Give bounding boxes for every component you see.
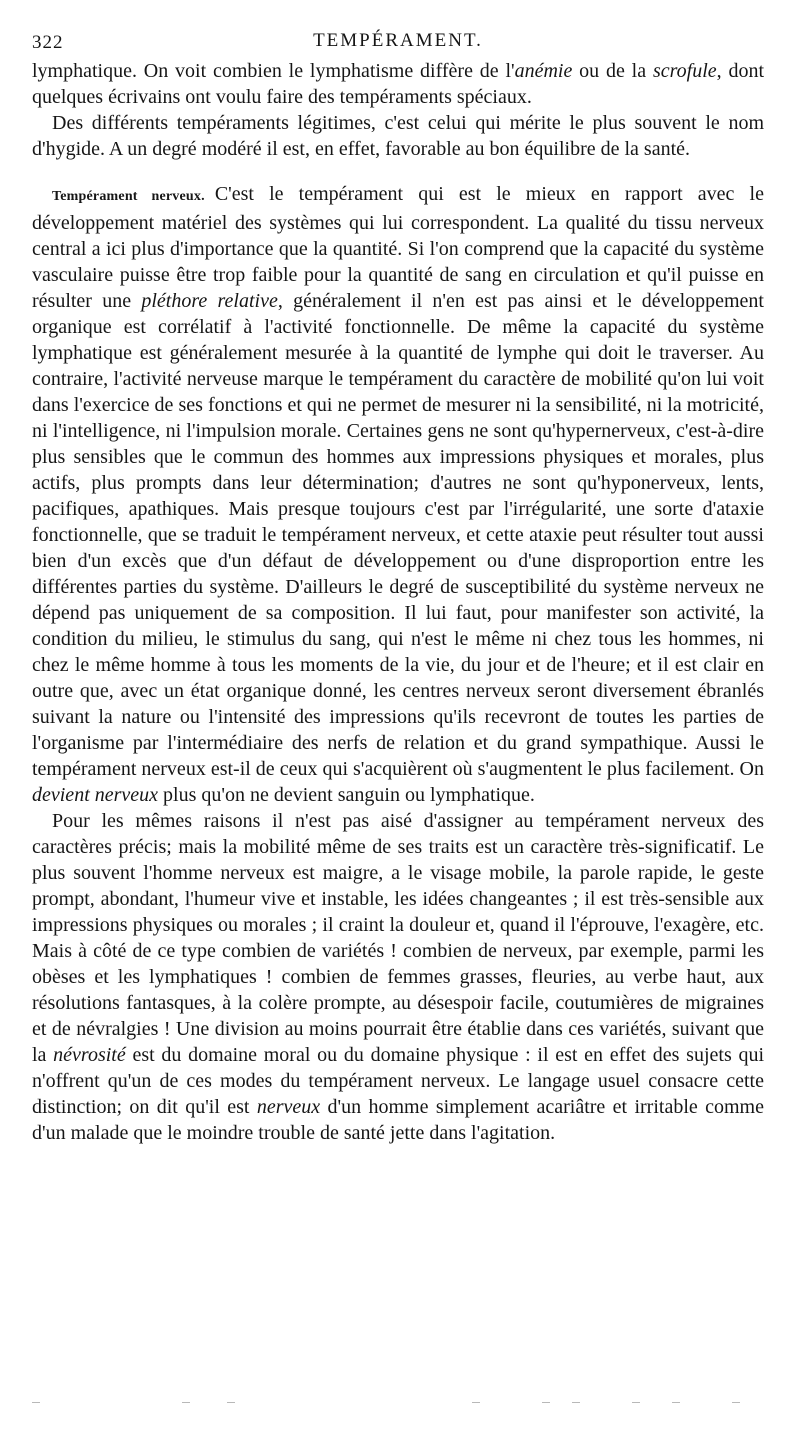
- paragraph-lymphatic-end: [32, 58, 764, 110]
- italic-term-nerveux: nerveux: [256, 1096, 321, 1118]
- text-run: lymphatique. On voit combien le lymphatisme diffère de l': [32, 60, 515, 82]
- paragraph-nervous-characteristics: [32, 808, 764, 1146]
- text-run: , dont quelques écrivains ont voulu faire des tempéraments spéciaux.: [32, 60, 765, 108]
- book-page: [32, 22, 764, 1146]
- text-run: est du domaine moral ou du domaine physique : il est en effet des sujets qui n'offrent qu'un de ces modes du tempérament nerveux. Le langage usuel consacre cette distinction; on dit qu'il est: [32, 1044, 765, 1118]
- print-specks: [32, 1400, 764, 1408]
- italic-term-anemie: anémie: [514, 60, 573, 82]
- italic-term-devient-nerveux: devient nerveux: [32, 784, 159, 806]
- text-run: ou de la: [572, 60, 653, 82]
- text-run: plus qu'on ne devient sanguin ou lymphatique.: [158, 784, 535, 806]
- running-title: TEMPÉRAMENT.: [313, 30, 483, 51]
- italic-term-scrofule: scrofule: [652, 60, 717, 82]
- paragraph-legitimate-temperaments: Des différents tempéraments légitimes, c'est celui qui mérite le plus souvent le nom d'hygide. A un degré modéré il est, en effet, favorable au bon équilibre de la santé.: [32, 112, 764, 160]
- running-head: [32, 22, 764, 58]
- text-run: Pour les mêmes raisons il n'est pas aisé d'assigner au tempérament nerveux des caractères précis; mais la mobilité même de ses traits est un caractère très-significatif. Le plus souvent l'homme nerveux est maigre, a le visage mobile, la parole rapide, le geste prompt, abondant, l'humeur vive et instable, les idées changeantes ; il est très-sensible aux impressions physiques ou morales ; il craint la douleur et, quand il l'éprouve, l'exagère, etc. Mais à côté de ce type combien de variétés ! combien de nerveux, par exemple, parmi les obèses et les lymphatiques ! combien de femmes grasses, fleuries, au verbe haut, aux résolutions fantasques, à la colère prompte, au désespoir facile, coutumières de migraines et de névralgies ! Une division au moins pourrait être établie dans ces variétés, suivant que la: [32, 810, 764, 1066]
- text-run: d'un homme simplement acariâtre et irritable comme d'un malade que le moindre trouble de santé jette dans l'agitation.: [32, 1096, 764, 1144]
- italic-term-nevrosite: névrosité: [53, 1044, 126, 1066]
- paragraph-nervous-temperament: [32, 181, 764, 808]
- section-heading: Tempérament nerveux.: [52, 189, 205, 204]
- text-run: C'est le tempérament qui est le mieux en rapport avec le développement matériel des systèmes qui lui correspondent. La qualité du tissu nerveux central a ici plus d'importance que la quantité. Si l'on comprend que la capacité du système vasculaire puisse être trop faible pour la quantité de sang en circulation et qu'il puisse en résulter une: [32, 183, 764, 312]
- text-run: , généralement il n'en est pas ainsi et le développement organique est corrélatif à l'activité fonctionnelle. De même la capacité du système lymphatique est généralement mesurée à la quantité de lymphe qui doit le traverser. Au contraire, l'activité nerveuse marque le tempérament du caractère de mobilité qu'on lui voit dans l'exercice de ses fonctions et qui ne permet de mesurer ni la sensibilité, ni la motricité, ni l'intelligence, ni l'impulsion morale. Certaines gens ne sont qu'hypernerveux, c'est-à-dire plus sensibles que le commun des hommes aux impressions physiques et morales, plus actifs, plus prompts dans leur détermination; d'autres ne sont qu'hyponerveux, lents, pacifiques, apathiques. Mais presque toujours c'est par l'irrégularité, une sorte d'ataxie fonctionnelle, que se traduit le tempérament nerveux, et cette ataxie peut résulter tout aussi bien d'un excès que d'un défaut de développement ou d'une disproportion entre les différentes parties du système. D'ailleurs le degré de susceptibilité du système nerveux ne dépend pas uniquement de sa composition. Il lui faut, pour manifester son activité, la condition du milieu, le stimulus du sang, qui n'est le même ni chez tous les hommes, ni chez le même homme à tous les moments de la vie, du jour et de l'heure; et il est clair en outre que, avec un état organique donné, les centres nerveux seront diversement ébranlés suivant la nature ou l'intensité des impressions qu'ils recevront de toutes les parties de l'organisme par l'intermédiaire des nerfs de relation et du grand sympathique. Aussi le tempérament nerveux est-il de ceux qui s'acquièrent où s'augmentent le plus facilement. On: [32, 290, 764, 780]
- italic-term-plethore: pléthore relative: [141, 290, 278, 312]
- page-number: 322: [32, 32, 64, 53]
